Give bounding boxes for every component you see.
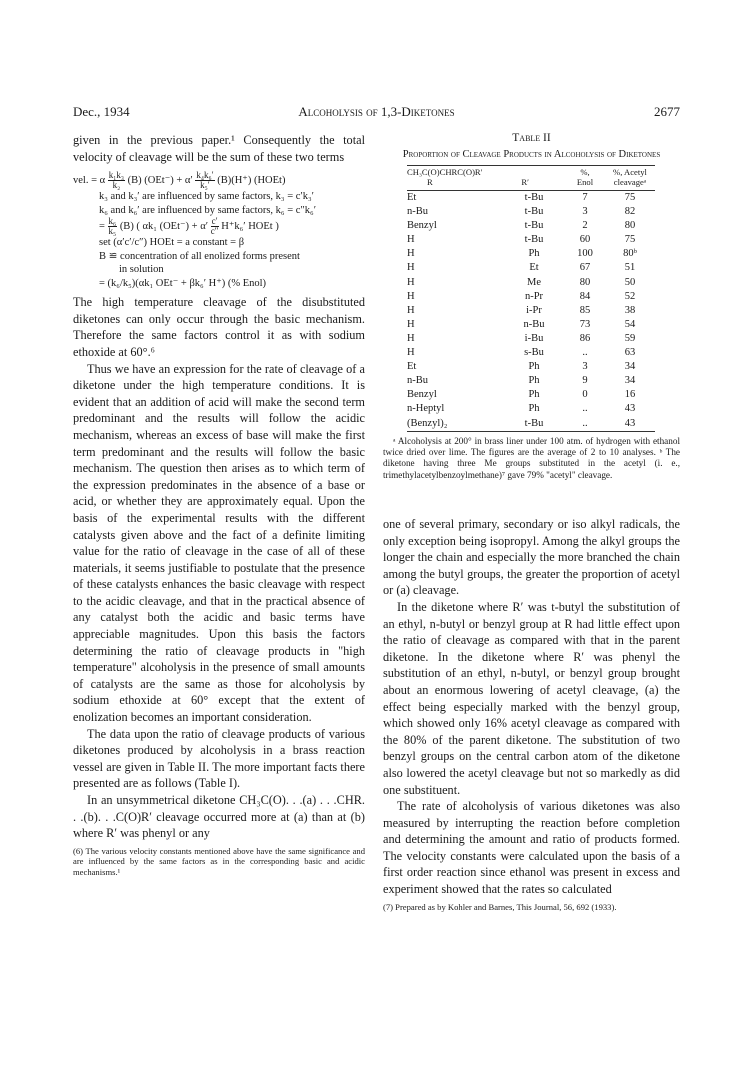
header-substituents	[407, 178, 565, 188]
intro-paragraph: given in the previous paper.¹ Consequently the total velocity of cleavage will be the sum of these two terms	[73, 133, 365, 164]
table-cell: Benzyl	[407, 220, 437, 232]
paragraph: The high temperature cleavage of the disubstituted diketones can only occur through the basic mechanism. Therefore the same factors control it as with sodium ethoxide at 60°.⁶	[73, 295, 365, 359]
table-cell: n-Pr	[524, 290, 544, 302]
paragraph: one of several primary, secondary or iso alkyl radicals, the only exception being isopropyl. Among the alkyl groups the longer the chain and especially the more branched the chain among the butyl groups, the greater the proportion of acetyl or (a) cleavage.	[383, 517, 680, 598]
table-cell: 50	[624, 276, 636, 288]
table-row	[407, 402, 655, 416]
table-cell: 60	[579, 234, 591, 246]
table-row	[407, 290, 655, 304]
rate-equation	[73, 171, 365, 290]
eq-text: (B) (OEt⁻) + α′	[127, 175, 193, 187]
table-cell: 43	[624, 403, 636, 415]
eq-text: H⁺k₆′ HOEt )	[221, 221, 279, 233]
header-r: R	[427, 176, 433, 187]
table-cell: Ph	[528, 375, 540, 387]
table-row	[407, 417, 655, 432]
table-cell: n-Bu	[407, 375, 428, 387]
table-row	[407, 388, 655, 402]
table-cell: H	[407, 332, 415, 344]
eq-text: (B) ( αk₁ (OEt⁻) + α′	[119, 221, 209, 233]
table-row	[407, 247, 655, 261]
table-row	[407, 318, 655, 332]
fraction	[211, 217, 219, 236]
table-row	[407, 360, 655, 374]
table-cell: ..	[582, 403, 588, 415]
table-cell: 51	[624, 262, 636, 274]
table-cell: H	[407, 304, 415, 316]
fraction-denominator: c″	[210, 226, 219, 237]
left-column	[73, 132, 365, 877]
table-row	[407, 332, 655, 346]
header-acetyl-pct: %, Acetyl	[613, 167, 647, 177]
fraction	[108, 171, 125, 190]
table-cell: 80	[624, 220, 636, 232]
table-cell: i-Pr	[526, 304, 542, 316]
table-label: Table II	[512, 132, 551, 144]
column-header-acetyl	[605, 166, 655, 191]
table-cell: 67	[579, 262, 591, 274]
fraction-numerator: k₄k₆′	[196, 170, 214, 181]
fraction-denominator: k₂	[112, 180, 121, 191]
table-cell: t-Bu	[524, 206, 544, 218]
eq-text: =	[99, 221, 105, 233]
table-cell: 52	[624, 290, 636, 302]
table-cell: H	[407, 276, 415, 288]
table-cell: t-Bu	[503, 417, 565, 432]
fraction-numerator: c′	[211, 216, 218, 227]
header-enol-pct: %,	[580, 167, 590, 177]
paragraph: Thus we have an expression for the rate of cleavage of a diketone under the high temperature conditions. It is evident that an addition of acid will make the second term predominant and the results will follow the acidic mechanism, whereas an excess of base will make the first term predominant and the results will follow the basic mechanism. The question then arises as to which term of the expression predominates in the absence of a base or acid, or whether they are approximately equal. Upon the basis of the experimental results with the different catalysts given above and the fact of a definite limiting value for the ratio of cleavage in the case of all of these materials, it seems justifiable to postulate that the presence of these catalysts enhances the basic cleavage with respect to the acidic cleavage, and that in the practical absence of any catalyst both the acidic and basic terms have appreciable magnitudes. Upon this basis the factors determining the ratio of cleavage products in "high temperature" alcoholysis in the presence of small amounts of catalysts are the same as those for alcoholysis by sodium ethoxide at 60° except that the extent of enolization becomes an important consideration.	[73, 361, 365, 725]
table-cell: 82	[624, 206, 636, 218]
table-body	[407, 191, 655, 432]
header-title: Alcoholysis of 1,3-Diketones	[298, 104, 455, 119]
table-cell: H	[407, 318, 415, 330]
footnote-7: (7) Prepared as by Kohler and Barnes, This Journal, 56, 692 (1933).	[383, 901, 617, 912]
table-cell: 2	[582, 220, 588, 232]
table-cell: 3	[582, 361, 588, 373]
table-cell: H	[407, 248, 415, 260]
table-cell: 86	[579, 332, 591, 344]
table-cell: 59	[624, 332, 636, 344]
eq-text: (B)(H⁺) (HOEt)	[217, 175, 286, 187]
equation-line-6: B ≌ concentration of all enolized forms present	[99, 250, 300, 262]
right-column	[383, 516, 680, 912]
table-cell: H	[407, 290, 415, 302]
eq-text: vel. = α	[73, 175, 106, 187]
fraction-numerator: k₆	[108, 216, 117, 227]
table-row	[407, 191, 655, 206]
table-cell: 80ᵇ	[623, 248, 637, 260]
table-header-row	[407, 166, 655, 191]
table-row	[407, 276, 655, 290]
table-cell: Et	[407, 361, 417, 373]
table-cell: i-Bu	[524, 332, 544, 344]
table-cell: 80	[579, 276, 591, 288]
fraction-numerator: k₁k₃	[108, 170, 125, 181]
table-cell: Me	[527, 276, 541, 288]
table-cell: Ph	[528, 361, 540, 373]
column-header-compound	[407, 166, 565, 191]
table-cell: s-Bu	[524, 347, 544, 359]
header-acetyl-label: cleavageᵃ	[613, 176, 647, 187]
table-cell: 34	[624, 375, 636, 387]
table-cell: 9	[582, 375, 588, 387]
table-cell: 38	[624, 304, 636, 316]
header-date: Dec., 1934	[73, 104, 130, 119]
table-cell: H	[407, 347, 415, 359]
table-cell: H	[407, 234, 415, 246]
column-header-enol	[565, 166, 605, 191]
running-header	[73, 104, 680, 122]
equation-line-3: k₆ and k₆′ are influenced by same factors, k₆ = c″k₆′	[99, 204, 316, 216]
table-row	[407, 374, 655, 388]
table-cell: H	[407, 262, 415, 274]
table-cell: 34	[624, 361, 636, 373]
equation-line-2: k₃ and k₃′ are influenced by same factors, k₃ = c′k₃′	[99, 191, 314, 203]
equation-line-1	[73, 171, 365, 190]
table-row	[407, 304, 655, 318]
table-row	[407, 219, 655, 233]
table-cell: 54	[624, 318, 636, 330]
table-cell: 0	[582, 389, 588, 401]
table-cell: ..	[582, 347, 588, 359]
table-row	[407, 346, 655, 360]
table-cell: Et	[529, 262, 539, 274]
header-enol-label: Enol	[576, 176, 594, 187]
table-cell: t-Bu	[524, 220, 544, 232]
table-cell: 7	[582, 192, 588, 203]
table-cell: 75	[624, 234, 636, 246]
table-ii	[383, 132, 680, 481]
fraction	[195, 171, 214, 190]
header-r-prime: R′	[521, 176, 529, 187]
page-number: 2677	[654, 104, 680, 119]
cleavage-table	[407, 165, 655, 432]
paragraph: In the diketone where R′ was t-butyl the substitution of an ethyl, n-butyl or benzyl group at R had little effect upon the ratio of cleavage as compared with that in the parent diketone. In the diketone where R′ was phenyl the substitution of an ethyl, n-butyl, or benzyl group brought about an enormous lowering of acetyl cleavage, (a) the effect being especially marked with the benzyl group, which showed only 16% acetyl cleavage as compared with the 80% of the parent diketone. The substitution of two benzyl groups on the central carbon atom of the diketone also lowered the acetyl cleavage but not so markedly as did one substituent.	[383, 599, 680, 797]
paragraph: The rate of alcoholysis of various diketones was also measured by interrupting the reaction before completion and determining the amount and ratio of products formed. The velocity constants were calculated upon the basis of a first order reaction since ethanol was present in excess and experiment showed that the rates so calculated	[383, 799, 680, 897]
equation-line-8: = (k₆/k₅)(αk₁ OEt⁻ + βk₆′ H⁺) (% Enol)	[99, 277, 267, 289]
table-cell: n-Heptyl	[407, 403, 445, 415]
fraction	[108, 217, 118, 236]
table-cell: t-Bu	[524, 192, 544, 203]
equation-line-7: in solution	[119, 264, 164, 276]
table-cell: ..	[565, 417, 605, 432]
table-footnote: ᵃ Alcoholysis at 200° in brass liner under 100 atm. of hydrogen with ethanol twice dried over lime. The figures are the average of 2 to 10 analyses. ᵇ The diketone having three Me groups substituted in the acetyl (i. e., trimethylacetylbenzoylmethane)⁷ gave 79% "acetyl" cleavage.	[383, 435, 680, 480]
table-cell: 85	[579, 304, 591, 316]
table-cell: Ph	[528, 248, 540, 260]
table-cell: 100	[577, 248, 593, 260]
header-formula: CH₃C(O)CHRC(O)R′	[407, 167, 483, 177]
table-cell: 43	[605, 417, 655, 432]
footnote-6: (6) The various velocity constants mentioned above have the same significance and are influenced by the same factors as in the corresponding basic and acidic mechanisms.¹	[73, 845, 365, 877]
table-cell: Et	[407, 192, 417, 203]
table-row	[407, 233, 655, 247]
table-cell: n-Bu	[523, 318, 545, 330]
table-cell: n-Bu	[407, 206, 428, 218]
table-cell: 3	[582, 206, 588, 218]
table-cell: 73	[579, 318, 591, 330]
equation-line-4	[73, 217, 365, 236]
table-cell: t-Bu	[524, 234, 544, 246]
fraction-denominator: k₅	[108, 226, 117, 237]
table-row	[407, 205, 655, 219]
table-title: Proportion of Cleavage Products in Alcoholysis of Diketones	[402, 149, 661, 160]
table-cell: (Benzyl)₂	[407, 417, 503, 432]
paragraph: In an unsymmetrical diketone CH₃C(O). . .(a) . . .CHR. . .(b). . .C(O)R′ cleavage occurred more at (a) than at (b) where R′ was phenyl or any	[73, 793, 365, 841]
paragraph: The data upon the ratio of cleavage products of various diketones produced by alcoholysis in a brass reaction vessel are given in Table II. The more important facts there presented are as follows (Table I).	[73, 726, 365, 791]
equation-line-5: set (α′c′/c″) HOEt = a constant = β	[99, 237, 245, 249]
table-cell: 63	[624, 347, 636, 359]
table-cell: 84	[579, 290, 591, 302]
fraction-denominator: k₅′	[200, 180, 210, 191]
table-cell: Benzyl	[407, 389, 437, 401]
table-cell: 75	[624, 192, 636, 203]
table-cell: Ph	[528, 389, 540, 401]
table-cell: Ph	[528, 403, 540, 415]
table-cell: 16	[624, 389, 636, 401]
table-row	[407, 261, 655, 275]
